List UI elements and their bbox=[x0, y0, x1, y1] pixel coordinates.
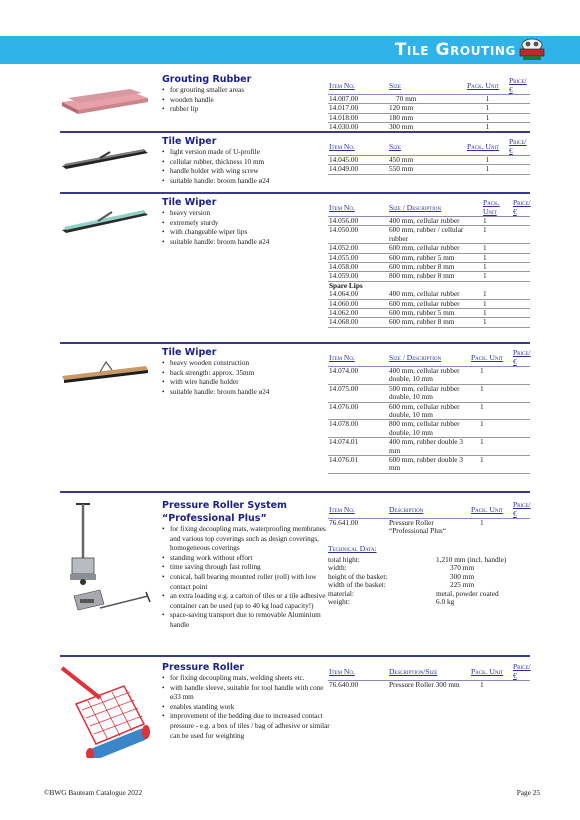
feature-list bbox=[162, 86, 330, 115]
tech-value: 1,210 mm (incl. handle) bbox=[436, 555, 507, 564]
item-no: 14.060.00 bbox=[328, 299, 388, 308]
description: Pressure Roller 300 mm bbox=[389, 680, 460, 689]
section-divider bbox=[60, 342, 530, 344]
col-header: Item No. bbox=[328, 76, 388, 95]
item-no: 14.068.00 bbox=[328, 318, 388, 327]
feature-item: • with handle sleeve, suitable for tool handle with cone ø33 mm bbox=[162, 684, 332, 703]
col-header: Item No. bbox=[328, 348, 388, 367]
pack-unit: 1 bbox=[482, 309, 512, 318]
size: 600 mm, rubber 5 mm bbox=[388, 309, 482, 318]
feature-item: • light version made of U-profile bbox=[162, 148, 330, 158]
section-title: Pressure Roller bbox=[162, 662, 245, 673]
feature-item: • with changeable wiper lips bbox=[162, 228, 330, 238]
item-no: 14.018.00 bbox=[328, 113, 388, 122]
pack-unit: 1 bbox=[470, 438, 512, 456]
technical-data-table bbox=[328, 556, 528, 606]
section-title: Pressure Roller System bbox=[162, 500, 287, 511]
section-title: Tile Wiper bbox=[162, 347, 217, 358]
price bbox=[512, 309, 530, 318]
table-row bbox=[328, 95, 530, 104]
item-no: 14.058.00 bbox=[328, 263, 388, 272]
size: 180 mm bbox=[388, 113, 466, 122]
size: 600 mm, cellular rubber bbox=[388, 244, 482, 253]
section-divider bbox=[60, 491, 530, 493]
table-row bbox=[328, 384, 530, 402]
col-header: Price/€ bbox=[508, 76, 530, 95]
pack-unit: 1 bbox=[482, 226, 512, 244]
size: 600 mm, rubber double 3 mm bbox=[388, 456, 470, 474]
item-no: 14.078.00 bbox=[328, 420, 388, 438]
feature-item: • extremely sturdy bbox=[162, 219, 330, 229]
size: 400 mm, rubber double 3 mm bbox=[388, 438, 470, 456]
pack-unit: 1 bbox=[470, 456, 512, 474]
feature-item: • time saving through fast rolling bbox=[162, 563, 330, 573]
pack-unit: 1 bbox=[482, 217, 512, 226]
feature-item: • standing work without effort bbox=[162, 554, 330, 564]
price bbox=[512, 456, 530, 474]
col-header: Pack. Unit bbox=[466, 137, 508, 156]
tile-wiper-wooden-image bbox=[60, 356, 150, 384]
price bbox=[512, 681, 530, 690]
price bbox=[512, 420, 530, 438]
feature-item: • suitable handle: broom handle ø24 bbox=[162, 388, 330, 398]
item-no: 14.076.01 bbox=[328, 456, 388, 474]
feature-item: • an extra loading e.g. a carton of tiles or a tile adhesive container can be used (up to 40 kg load capacity!) bbox=[162, 592, 330, 611]
table-row bbox=[328, 272, 530, 281]
col-header: Description bbox=[388, 500, 470, 519]
price bbox=[508, 156, 530, 165]
size: 600 mm, cellular rubber bbox=[388, 299, 482, 308]
feature-item: • cellular rubber, thickness 10 mm bbox=[162, 158, 330, 168]
tech-row bbox=[328, 556, 528, 564]
size: 450 mm bbox=[388, 156, 466, 165]
item-no: 14.076.00 bbox=[328, 402, 388, 420]
table-row bbox=[328, 226, 530, 244]
feature-list bbox=[162, 148, 330, 186]
product-table bbox=[328, 348, 530, 474]
pack-unit: 1 bbox=[470, 367, 512, 385]
feature-item: • rubber lip bbox=[162, 105, 330, 115]
bwg-logo bbox=[518, 38, 546, 62]
item-no: 14.056.00 bbox=[328, 217, 388, 226]
price bbox=[512, 519, 530, 536]
tech-key: width: bbox=[328, 563, 347, 573]
size: 550 mm bbox=[388, 165, 466, 174]
table-row bbox=[328, 420, 530, 438]
col-header: Price/€ bbox=[508, 137, 530, 156]
table-row bbox=[328, 318, 530, 327]
feature-item: • heavy wooden construction bbox=[162, 359, 330, 369]
price bbox=[512, 402, 530, 420]
col-header: Price/€ bbox=[513, 500, 531, 518]
pressure-roller-system-image bbox=[60, 500, 152, 632]
product-table bbox=[328, 500, 530, 536]
technical-data-title: Technical Data: bbox=[328, 544, 377, 553]
pack-unit: 1 bbox=[466, 104, 508, 113]
table-row bbox=[328, 104, 530, 113]
size: 120 mm bbox=[388, 104, 466, 113]
tech-value: 300 mm bbox=[450, 571, 475, 581]
price bbox=[512, 367, 530, 385]
price bbox=[512, 290, 530, 299]
pack-unit: 1 bbox=[466, 113, 508, 122]
size: 600 mm, rubber / cellular rubber bbox=[388, 226, 482, 244]
pack-unit: 1 bbox=[482, 318, 512, 327]
feature-item: • back strength: approx. 35mm bbox=[162, 369, 330, 379]
pack-unit: 1 bbox=[482, 244, 512, 253]
col-header: Size bbox=[388, 137, 466, 156]
pack-unit: 1 bbox=[470, 402, 512, 420]
section-subtitle: “Professional Plus” bbox=[162, 513, 267, 524]
pack-unit: 1 bbox=[482, 253, 512, 262]
feature-item: • wooden handle bbox=[162, 96, 330, 106]
price bbox=[512, 384, 530, 402]
item-no: 14.052.00 bbox=[328, 244, 388, 253]
table-row bbox=[328, 156, 530, 165]
table-row bbox=[328, 165, 530, 174]
size: 600 mm, rubber 8 mm bbox=[388, 318, 482, 327]
col-header: Pack. Unit bbox=[482, 198, 512, 217]
feature-item: • handle holder with wing screw bbox=[162, 167, 330, 177]
product-table bbox=[328, 76, 530, 133]
item-no: 14.030.00 bbox=[328, 123, 388, 132]
pack-unit: 1 bbox=[466, 156, 508, 165]
price bbox=[508, 165, 530, 174]
size: 800 mm, cellular rubber double, 10 mm bbox=[388, 420, 470, 438]
price bbox=[512, 263, 530, 272]
price bbox=[512, 217, 530, 226]
page-number: Page 25 bbox=[516, 788, 540, 797]
pack-unit: 1 bbox=[466, 123, 508, 132]
tile-wiper-light-image bbox=[60, 144, 150, 172]
size: 500 mm, cellular rubber double, 10 mm bbox=[388, 384, 470, 402]
table-row bbox=[328, 456, 530, 474]
size: 600 mm, cellular rubber double, 10 mm bbox=[388, 402, 470, 420]
size: 600 mm, rubber 8 mm bbox=[388, 263, 482, 272]
feature-item: • improvement of the bedding due to increased contact pressure - e.g. a box of tiles / bag of adhesive or similar can be used for weighting bbox=[162, 712, 332, 741]
feature-item: • for grouting smaller areas bbox=[162, 86, 330, 96]
item-no: 76.641.00 bbox=[329, 518, 359, 527]
pressure-roller-image bbox=[60, 664, 152, 758]
section-title: Tile Wiper bbox=[162, 136, 217, 147]
table-row bbox=[328, 681, 530, 690]
price bbox=[512, 318, 530, 327]
section-divider bbox=[60, 131, 530, 133]
col-header: Description/Size bbox=[388, 662, 470, 681]
feature-item: • suitable handle: broom handle ø24 bbox=[162, 238, 330, 248]
tech-value: 6.0 kg bbox=[436, 597, 455, 607]
price bbox=[512, 299, 530, 308]
item-no: 14.075.00 bbox=[328, 384, 388, 402]
pack-unit: 1 bbox=[482, 272, 512, 281]
feature-item: • with wire handle holder bbox=[162, 378, 330, 388]
pack-unit: 1 bbox=[466, 165, 508, 174]
table-row bbox=[328, 519, 530, 536]
section-divider bbox=[60, 655, 530, 657]
section-title: Grouting Rubber bbox=[162, 74, 252, 85]
table-row bbox=[328, 113, 530, 122]
price bbox=[512, 253, 530, 262]
item-no: 14.017.00 bbox=[328, 104, 388, 113]
table-row bbox=[328, 438, 530, 456]
tech-value: 225 mm bbox=[450, 580, 475, 590]
feature-item: • conical, ball bearing mounted roller (roll) with low contact point bbox=[162, 573, 330, 592]
item-no: 14.050.00 bbox=[328, 226, 388, 244]
size: 400 mm, cellular rubber double, 10 mm bbox=[388, 367, 470, 385]
feature-item: • heavy version bbox=[162, 209, 330, 219]
feature-list bbox=[162, 209, 330, 247]
size: 400 mm, cellular rubber bbox=[388, 290, 482, 299]
price bbox=[508, 104, 530, 113]
product-table bbox=[328, 137, 530, 175]
description: Pressure Roller “Professional Plus“ bbox=[389, 518, 446, 536]
tech-key: weight: bbox=[328, 597, 350, 607]
spare-lips-label: Spare Lips bbox=[329, 280, 363, 290]
col-header: Pack. Unit bbox=[466, 76, 508, 95]
pack-unit: 1 bbox=[480, 680, 484, 689]
price bbox=[512, 272, 530, 281]
price bbox=[512, 244, 530, 253]
item-no: 14.074.00 bbox=[328, 367, 388, 385]
grouting-rubber-image bbox=[60, 84, 150, 118]
col-header: Price/€ bbox=[513, 662, 531, 680]
price bbox=[512, 226, 530, 244]
feature-item: • space-saving transport due to removable Aluminium handle bbox=[162, 611, 330, 630]
pack-unit: 1 bbox=[482, 290, 512, 299]
feature-item: • suitable handle: broom handle ø24 bbox=[162, 177, 330, 187]
feature-item: • for fixing decoupling mats, welding sheets etc. bbox=[162, 674, 332, 684]
pack-unit: 1 bbox=[466, 95, 508, 104]
pack-unit: 1 bbox=[482, 263, 512, 272]
section-divider bbox=[60, 192, 530, 194]
pack-unit: 1 bbox=[480, 518, 484, 527]
tech-value: 370 mm bbox=[450, 563, 475, 573]
col-header: Pack. Unit bbox=[470, 348, 512, 367]
feature-list bbox=[162, 525, 330, 631]
page-title: Tile Grouting bbox=[394, 40, 516, 60]
item-no: 14.007.00 bbox=[328, 95, 388, 104]
price bbox=[508, 113, 530, 122]
col-header: Pack. Unit bbox=[470, 662, 512, 681]
table-row bbox=[328, 244, 530, 253]
item-no: 14.064.00 bbox=[328, 290, 388, 299]
tech-row bbox=[328, 598, 528, 606]
table-row bbox=[328, 402, 530, 420]
size: 70 mm bbox=[388, 95, 466, 104]
tech-key: height of the basket: bbox=[328, 571, 388, 581]
feature-list bbox=[162, 359, 330, 397]
table-row bbox=[328, 367, 530, 385]
feature-list bbox=[162, 674, 332, 741]
section-title: Tile Wiper bbox=[162, 197, 217, 208]
tech-key: material: bbox=[328, 588, 354, 598]
size: 300 mm bbox=[388, 123, 466, 132]
feature-item: • for fixing decoupling mats, waterproofing membranes and various top coverings such as design coverings, homogeneous coverings bbox=[162, 525, 330, 554]
table-row bbox=[328, 290, 530, 299]
price bbox=[508, 95, 530, 104]
col-header: Item No. bbox=[328, 198, 388, 217]
size: 400 mm, cellular rubber bbox=[388, 217, 482, 226]
price bbox=[512, 438, 530, 456]
col-header: Item No. bbox=[328, 500, 388, 519]
col-header: Pack. Unit bbox=[470, 500, 512, 519]
product-table bbox=[328, 198, 530, 328]
col-header: Size bbox=[388, 76, 466, 95]
pack-unit: 1 bbox=[482, 299, 512, 308]
tech-row bbox=[328, 590, 528, 598]
col-header: Price/€ bbox=[513, 198, 531, 216]
item-no: 14.045.00 bbox=[328, 156, 388, 165]
feature-item: • enables standing work bbox=[162, 703, 332, 713]
col-header: Size / Description bbox=[388, 348, 470, 367]
tile-wiper-heavy-image bbox=[60, 206, 150, 236]
tech-key: total hight: bbox=[328, 555, 360, 564]
col-header: Item No. bbox=[328, 662, 388, 681]
pack-unit: 1 bbox=[470, 420, 512, 438]
item-no: 14.059.00 bbox=[328, 272, 388, 281]
tech-value: metal, powder coated bbox=[436, 588, 499, 598]
size: 600 mm, rubber 5 mm bbox=[388, 253, 482, 262]
pack-unit: 1 bbox=[470, 384, 512, 402]
size: 800 mm, rubber 8 mm bbox=[388, 272, 482, 281]
item-no: 14.062.00 bbox=[328, 309, 388, 318]
item-no: 14.074.01 bbox=[328, 438, 388, 456]
col-header: Price/€ bbox=[513, 348, 531, 366]
item-no: 76.640.00 bbox=[329, 680, 359, 689]
item-no: 14.055.00 bbox=[328, 253, 388, 262]
item-no: 14.049.00 bbox=[328, 165, 388, 174]
product-table bbox=[328, 662, 530, 689]
col-header: Item No. bbox=[328, 137, 388, 156]
footer-copyright: ©BWG Bauteam Catalogue 2022 bbox=[44, 788, 143, 797]
col-header: Size / Description bbox=[388, 198, 482, 217]
tech-key: width of the basket: bbox=[328, 580, 386, 590]
